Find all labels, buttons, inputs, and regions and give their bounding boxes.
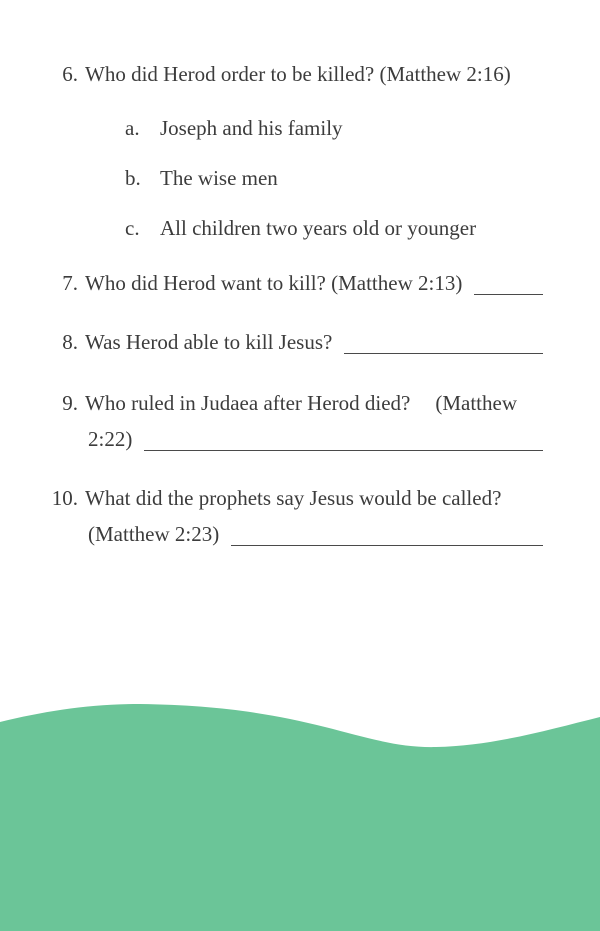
question-9-line-1 [40,390,543,417]
question-number: 8. [62,330,78,354]
question-text: Who ruled in Judaea after Herod died? [85,391,411,415]
question-6 [40,61,543,88]
question-text-continued: 2:22) [88,427,133,451]
option-text: The wise men [160,166,278,190]
question-text: Who did Herod order to be killed? (Matthew 2:16) [85,62,511,86]
question-number: 6. [62,62,78,86]
question-number: 7. [62,271,78,295]
question-6-option-a [40,115,543,142]
wave-shape [0,704,600,931]
question-7 [40,270,543,297]
wave-decoration [0,680,600,931]
answer-blank [144,450,543,451]
option-letter: c. [125,216,140,240]
question-text: Was Herod able to kill Jesus? [85,330,333,354]
answer-blank [474,294,543,295]
question-9-line-2 [40,426,543,453]
question-8 [40,329,543,356]
option-letter: b. [125,166,141,190]
answer-blank [344,353,543,354]
option-letter: a. [125,116,140,140]
option-text: Joseph and his family [160,116,343,140]
question-text-continued: (Matthew [435,391,518,415]
question-text-continued: (Matthew 2:23) [88,522,220,546]
question-text: Who did Herod want to kill? (Matthew 2:13) [85,271,463,295]
answer-blank [231,545,543,546]
option-text: All children two years old or younger [160,216,477,240]
wave-svg [0,680,600,931]
question-number: 10. [51,486,78,510]
question-6-option-c [40,215,543,242]
question-text: What did the prophets say Jesus would be called? [85,486,502,510]
question-number: 9. [62,391,78,415]
question-6-option-b [40,165,543,192]
question-10-line-1 [40,485,543,512]
question-10-line-2 [40,521,543,548]
